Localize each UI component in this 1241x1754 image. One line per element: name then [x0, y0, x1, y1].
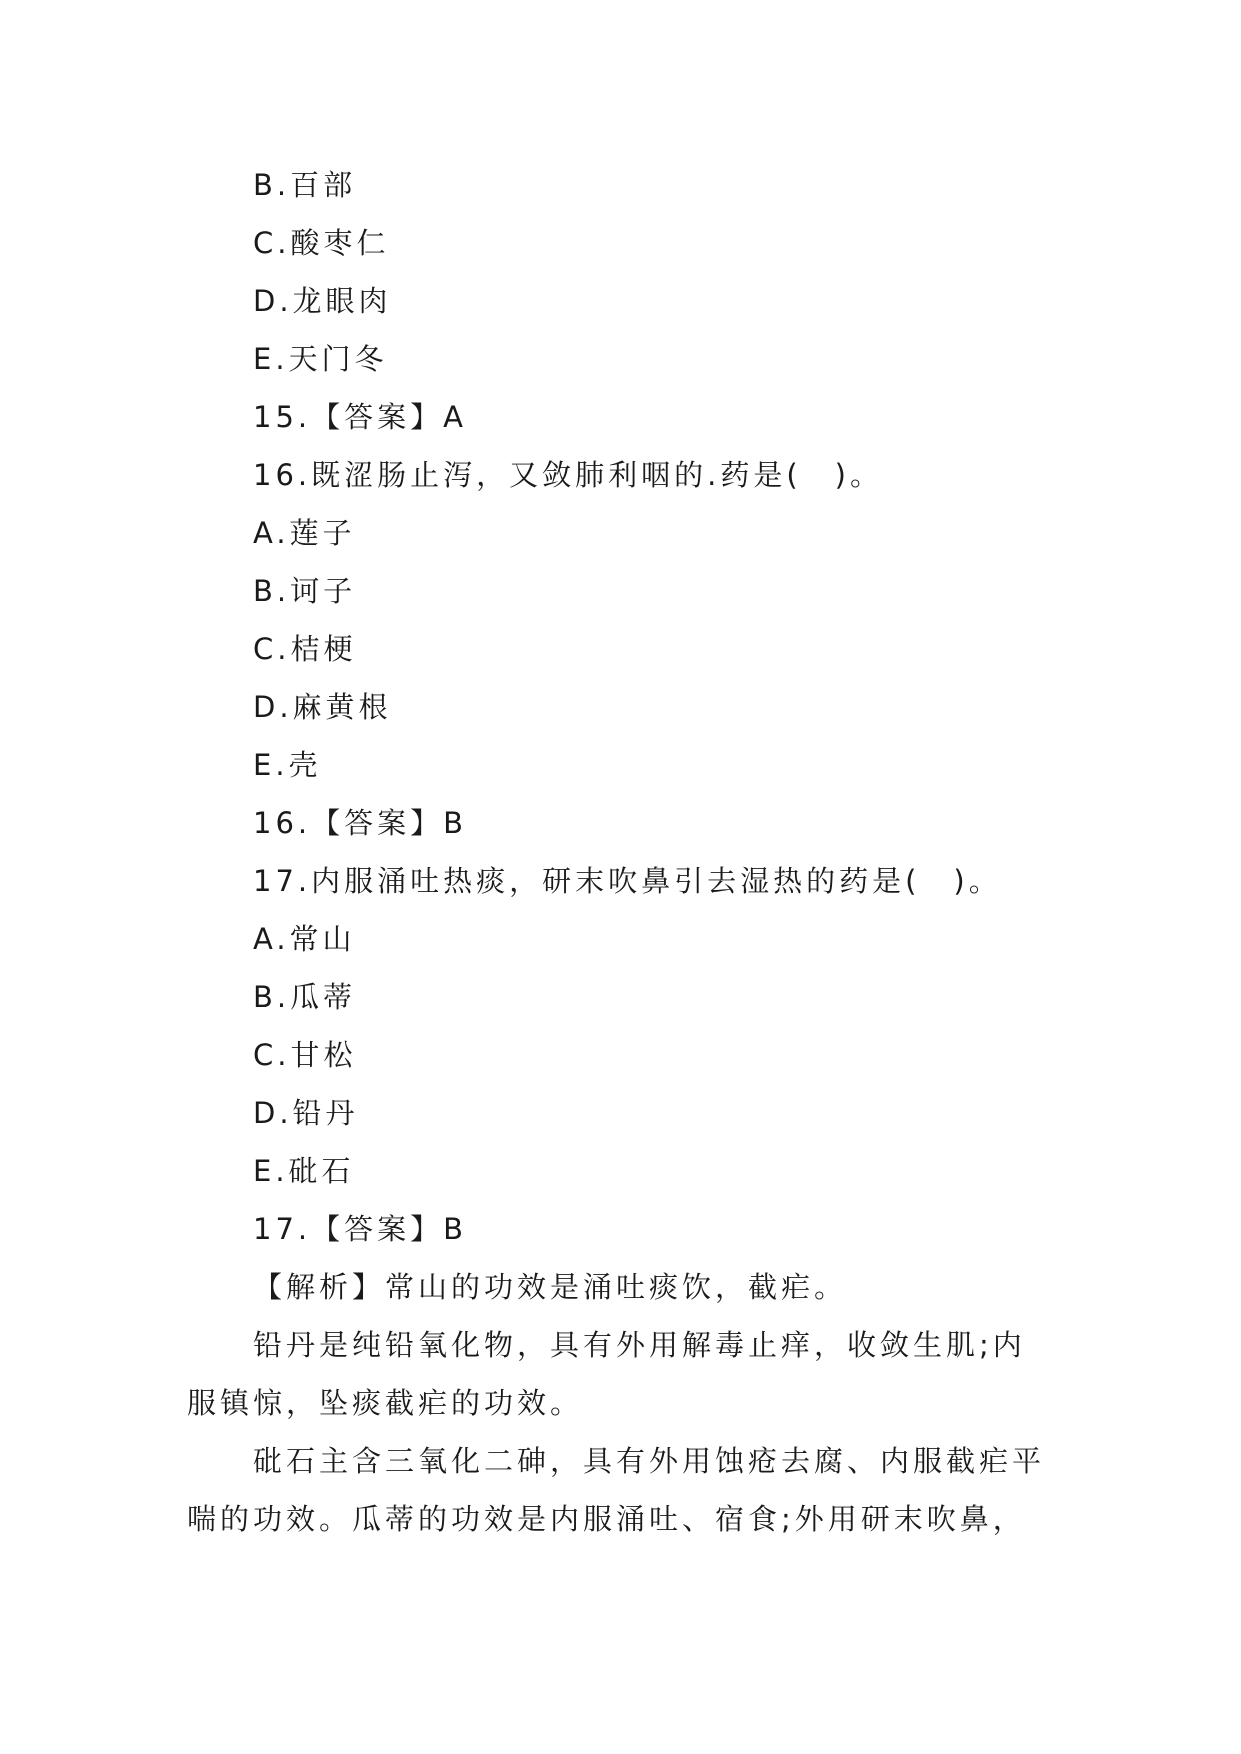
- option-c-line: C.甘松: [253, 1038, 357, 1072]
- option-a-line: A.莲子: [253, 516, 356, 550]
- option-d-line: D.麻黄根: [253, 690, 392, 724]
- answer-16: 16.【答案】B: [253, 806, 468, 840]
- analysis-paragraph: 砒石主含三氧化二砷，具有外用蚀疮去腐、内服截疟平喘的功效。瓜蒂的功效是内服涌吐、宿食;外用研末吹鼻，: [187, 1444, 1046, 1536]
- option-d-line: D.龙眼肉: [253, 284, 392, 318]
- question-17: 17.内服涌吐热痰，研末吹鼻引去湿热的药是( )。: [253, 864, 1002, 898]
- analysis-heading: 【解析】常山的功效是涌吐痰饮，截疟。: [253, 1270, 848, 1304]
- option-e-line: E.天门冬: [253, 342, 388, 376]
- option-e-line: E.壳: [253, 748, 322, 782]
- option-b-line: B.百部: [253, 168, 357, 202]
- option-c-line: C.桔梗: [253, 632, 357, 666]
- option-a-line: A.常山: [253, 922, 356, 956]
- option-d-line: D.铅丹: [253, 1096, 359, 1130]
- option-c-line: C.酸枣仁: [253, 226, 390, 260]
- answer-17: 17.【答案】B: [253, 1212, 468, 1246]
- analysis-paragraph: 铅丹是纯铅氧化物，具有外用解毒止痒，收敛生肌;内服镇惊，坠痰截疟的功效。: [187, 1328, 1026, 1420]
- question-16: 16.既涩肠止泻，又敛肺利咽的.药是( )。: [253, 458, 883, 492]
- option-e-line: E.砒石: [253, 1154, 355, 1188]
- option-b-line: B.瓜蒂: [253, 980, 357, 1014]
- answer-15: 15.【答案】A: [253, 400, 467, 434]
- option-b-line: B.诃子: [253, 574, 357, 608]
